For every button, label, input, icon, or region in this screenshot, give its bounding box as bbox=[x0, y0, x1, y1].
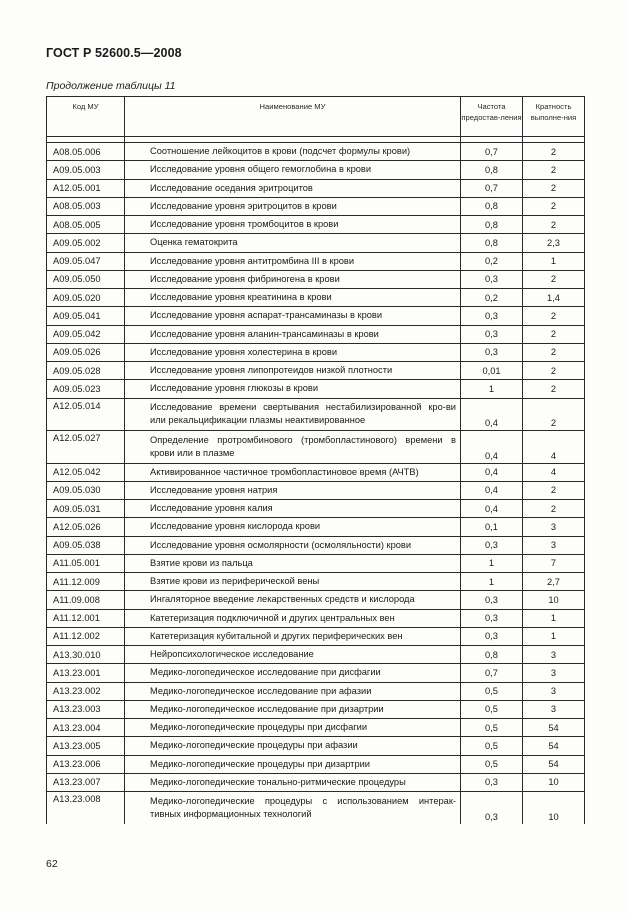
table-row bbox=[47, 773, 585, 791]
table-row bbox=[47, 234, 585, 252]
cell-code: A11.12.002 bbox=[47, 627, 125, 645]
cell-frequency: 0,4 bbox=[461, 431, 523, 464]
cell-multiplicity: 1,4 bbox=[523, 289, 585, 307]
cell-multiplicity: 4 bbox=[523, 463, 585, 481]
cell-name: Оценка гематокрита bbox=[125, 234, 461, 252]
cell-name: Исследование уровня общего гемоглобина в крови bbox=[125, 161, 461, 179]
cell-frequency: 0,4 bbox=[461, 500, 523, 518]
cell-frequency: 0,4 bbox=[461, 481, 523, 499]
table-row bbox=[47, 792, 585, 824]
cell-name: Активированное частичное тромбопластиновое время (АЧТВ) bbox=[125, 463, 461, 481]
cell-name: Нейропсихологическое исследование bbox=[125, 646, 461, 664]
cell-multiplicity: 2 bbox=[523, 216, 585, 234]
cell-multiplicity: 54 bbox=[523, 719, 585, 737]
cell-name: Исследование уровня глюкозы в крови bbox=[125, 380, 461, 398]
cell-frequency: 0,3 bbox=[461, 325, 523, 343]
cell-frequency: 0,3 bbox=[461, 627, 523, 645]
cell-multiplicity: 10 bbox=[523, 773, 585, 791]
table-row bbox=[47, 343, 585, 361]
table-row bbox=[47, 362, 585, 380]
cell-multiplicity: 2 bbox=[523, 197, 585, 215]
cell-name: Исследование уровня кислорода крови bbox=[125, 518, 461, 536]
document-header: ГОСТ Р 52600.5—2008 bbox=[46, 46, 182, 60]
table-row bbox=[47, 664, 585, 682]
cell-name: Исследование уровня натрия bbox=[125, 481, 461, 499]
cell-multiplicity: 2 bbox=[523, 161, 585, 179]
table-row bbox=[47, 289, 585, 307]
header-name: Наименование МУ bbox=[125, 97, 461, 137]
cell-multiplicity: 2,7 bbox=[523, 573, 585, 591]
cell-name: Медико-логопедическое исследование при афазии bbox=[125, 682, 461, 700]
cell-name: Медико-логопедические процедуры при афазии bbox=[125, 737, 461, 755]
cell-frequency: 0,8 bbox=[461, 646, 523, 664]
cell-multiplicity: 3 bbox=[523, 700, 585, 718]
cell-code: A13.23.008 bbox=[47, 792, 125, 824]
cell-name: Исследование уровня калия bbox=[125, 500, 461, 518]
cell-frequency: 0,2 bbox=[461, 289, 523, 307]
cell-code: A11.12.009 bbox=[47, 573, 125, 591]
cell-name: Исследование уровня креатинина в крови bbox=[125, 289, 461, 307]
cell-frequency: 0,3 bbox=[461, 591, 523, 609]
cell-multiplicity: 3 bbox=[523, 682, 585, 700]
cell-frequency: 0,3 bbox=[461, 773, 523, 791]
cell-multiplicity: 2 bbox=[523, 380, 585, 398]
cell-multiplicity: 2 bbox=[523, 362, 585, 380]
cell-multiplicity: 4 bbox=[523, 431, 585, 464]
cell-multiplicity: 1 bbox=[523, 252, 585, 270]
table-row bbox=[47, 216, 585, 234]
cell-multiplicity: 2 bbox=[523, 325, 585, 343]
cell-frequency: 0,8 bbox=[461, 197, 523, 215]
cell-multiplicity: 10 bbox=[523, 591, 585, 609]
header-multiplicity: Кратность выполне-ния bbox=[523, 97, 585, 137]
cell-code: A09.05.031 bbox=[47, 500, 125, 518]
cell-multiplicity: 3 bbox=[523, 518, 585, 536]
header-frequency: Частота предостав-ления bbox=[461, 97, 523, 137]
cell-name: Исследование времени свертывания нестабилизированной кро-ви или рекальцификации плазмы неактивированное bbox=[125, 398, 461, 431]
cell-frequency: 0,5 bbox=[461, 719, 523, 737]
cell-frequency: 0,4 bbox=[461, 398, 523, 431]
cell-multiplicity: 2,3 bbox=[523, 234, 585, 252]
cell-multiplicity: 2 bbox=[523, 307, 585, 325]
cell-frequency: 1 bbox=[461, 554, 523, 572]
table-row bbox=[47, 700, 585, 718]
cell-code: A09.05.041 bbox=[47, 307, 125, 325]
header-code: Код МУ bbox=[47, 97, 125, 137]
table-row bbox=[47, 325, 585, 343]
cell-frequency: 0,3 bbox=[461, 270, 523, 288]
cell-code: A12.05.001 bbox=[47, 179, 125, 197]
cell-multiplicity: 54 bbox=[523, 737, 585, 755]
cell-code: A08.05.005 bbox=[47, 216, 125, 234]
cell-code: A09.05.020 bbox=[47, 289, 125, 307]
cell-frequency: 0,3 bbox=[461, 343, 523, 361]
cell-code: A11.05.001 bbox=[47, 554, 125, 572]
cell-frequency: 0,8 bbox=[461, 216, 523, 234]
table-row bbox=[47, 609, 585, 627]
cell-code: A12.05.027 bbox=[47, 431, 125, 464]
table-row bbox=[47, 573, 585, 591]
cell-name: Исследование уровня эритроцитов в крови bbox=[125, 197, 461, 215]
cell-name: Медико-логопедическое исследование при дизартрии bbox=[125, 700, 461, 718]
cell-multiplicity: 3 bbox=[523, 646, 585, 664]
cell-multiplicity: 2 bbox=[523, 500, 585, 518]
cell-code: A12.05.014 bbox=[47, 398, 125, 431]
cell-code: A09.05.023 bbox=[47, 380, 125, 398]
cell-name: Медико-логопедические процедуры при дисфагии bbox=[125, 719, 461, 737]
cell-name: Взятие крови из периферической вены bbox=[125, 573, 461, 591]
page-number: 62 bbox=[46, 858, 58, 870]
cell-name: Медико-логопедические процедуры с использованием интерак-тивных информационных технологий bbox=[125, 792, 461, 824]
table-body bbox=[47, 137, 585, 824]
cell-name: Катетеризация кубитальной и других периферических вен bbox=[125, 627, 461, 645]
cell-code: A09.05.002 bbox=[47, 234, 125, 252]
cell-name: Исследование уровня тромбоцитов в крови bbox=[125, 216, 461, 234]
cell-code: A12.05.026 bbox=[47, 518, 125, 536]
cell-name: Исследование оседания эритроцитов bbox=[125, 179, 461, 197]
cell-name: Определение протромбинового (тромбопластинового) времени в крови или в плазме bbox=[125, 431, 461, 464]
cell-frequency: 0,8 bbox=[461, 161, 523, 179]
cell-frequency: 0,5 bbox=[461, 755, 523, 773]
cell-frequency: 0,5 bbox=[461, 700, 523, 718]
table-row bbox=[47, 143, 585, 161]
cell-name: Исследование уровня холестерина в крови bbox=[125, 343, 461, 361]
table-row bbox=[47, 463, 585, 481]
table-caption: Продолжение таблицы 11 bbox=[46, 80, 176, 92]
cell-name: Исследование уровня аспарат-трансаминазы в крови bbox=[125, 307, 461, 325]
table-row bbox=[47, 682, 585, 700]
cell-frequency: 0,5 bbox=[461, 682, 523, 700]
table-row bbox=[47, 252, 585, 270]
cell-code: A12.05.042 bbox=[47, 463, 125, 481]
cell-name: Исследование уровня фибриногена в крови bbox=[125, 270, 461, 288]
cell-code: A11.09.008 bbox=[47, 591, 125, 609]
cell-name: Исследование уровня осмолярности (осмоляльности) крови bbox=[125, 536, 461, 554]
cell-multiplicity: 3 bbox=[523, 664, 585, 682]
table-row bbox=[47, 536, 585, 554]
cell-multiplicity: 2 bbox=[523, 270, 585, 288]
cell-multiplicity: 54 bbox=[523, 755, 585, 773]
cell-code: A11.12.001 bbox=[47, 609, 125, 627]
cell-code: A13.23.002 bbox=[47, 682, 125, 700]
cell-frequency: 0,7 bbox=[461, 143, 523, 161]
table-row bbox=[47, 481, 585, 499]
cell-code: A09.05.042 bbox=[47, 325, 125, 343]
cell-code: A13.30.010 bbox=[47, 646, 125, 664]
cell-code: A13.23.003 bbox=[47, 700, 125, 718]
cell-code: A13.23.007 bbox=[47, 773, 125, 791]
table-row bbox=[47, 719, 585, 737]
table-row bbox=[47, 591, 585, 609]
cell-frequency: 0,5 bbox=[461, 737, 523, 755]
cell-multiplicity: 10 bbox=[523, 792, 585, 824]
cell-multiplicity: 1 bbox=[523, 627, 585, 645]
services-table bbox=[46, 96, 585, 824]
table-row bbox=[47, 646, 585, 664]
cell-code: A13.23.004 bbox=[47, 719, 125, 737]
cell-frequency: 1 bbox=[461, 380, 523, 398]
cell-multiplicity: 2 bbox=[523, 143, 585, 161]
cell-name: Исследование уровня антитромбина III в крови bbox=[125, 252, 461, 270]
cell-frequency: 0,4 bbox=[461, 463, 523, 481]
cell-code: A09.05.028 bbox=[47, 362, 125, 380]
cell-name: Медико-логопедические тонально-ритмические процедуры bbox=[125, 773, 461, 791]
cell-code: A09.05.026 bbox=[47, 343, 125, 361]
table-row bbox=[47, 380, 585, 398]
table-row bbox=[47, 627, 585, 645]
cell-frequency: 0,2 bbox=[461, 252, 523, 270]
cell-name: Медико-логопедическое исследование при дисфагии bbox=[125, 664, 461, 682]
table-row bbox=[47, 500, 585, 518]
cell-code: A08.05.006 bbox=[47, 143, 125, 161]
cell-multiplicity: 3 bbox=[523, 536, 585, 554]
cell-name: Исследование уровня аланин-трансаминазы в крови bbox=[125, 325, 461, 343]
cell-frequency: 0,8 bbox=[461, 234, 523, 252]
cell-name: Взятие крови из пальца bbox=[125, 554, 461, 572]
cell-frequency: 0,01 bbox=[461, 362, 523, 380]
cell-name: Катетеризация подключичной и других центральных вен bbox=[125, 609, 461, 627]
cell-code: A09.05.038 bbox=[47, 536, 125, 554]
cell-code: A08.05.003 bbox=[47, 197, 125, 215]
table-row bbox=[47, 431, 585, 464]
cell-name: Соотношение лейкоцитов в крови (подсчет формулы крови) bbox=[125, 143, 461, 161]
cell-frequency: 0,7 bbox=[461, 664, 523, 682]
cell-multiplicity: 2 bbox=[523, 179, 585, 197]
table-row bbox=[47, 554, 585, 572]
cell-multiplicity: 7 bbox=[523, 554, 585, 572]
cell-multiplicity: 1 bbox=[523, 609, 585, 627]
cell-code: A09.05.047 bbox=[47, 252, 125, 270]
table-row bbox=[47, 270, 585, 288]
cell-frequency: 0,7 bbox=[461, 179, 523, 197]
table-row bbox=[47, 179, 585, 197]
table-row bbox=[47, 518, 585, 536]
cell-frequency: 0,3 bbox=[461, 307, 523, 325]
cell-frequency: 1 bbox=[461, 573, 523, 591]
cell-code: A09.05.003 bbox=[47, 161, 125, 179]
table-header-row bbox=[47, 97, 585, 137]
cell-name: Ингаляторное введение лекарственных средств и кислорода bbox=[125, 591, 461, 609]
cell-code: A13.23.001 bbox=[47, 664, 125, 682]
cell-name: Медико-логопедические процедуры при дизартрии bbox=[125, 755, 461, 773]
table-row bbox=[47, 307, 585, 325]
cell-multiplicity: 2 bbox=[523, 481, 585, 499]
cell-code: A09.05.050 bbox=[47, 270, 125, 288]
cell-code: A13.23.005 bbox=[47, 737, 125, 755]
table-row bbox=[47, 755, 585, 773]
cell-frequency: 0,3 bbox=[461, 792, 523, 824]
cell-code: A13.23.006 bbox=[47, 755, 125, 773]
cell-multiplicity: 2 bbox=[523, 343, 585, 361]
table-row bbox=[47, 737, 585, 755]
table-row bbox=[47, 398, 585, 431]
cell-frequency: 0,3 bbox=[461, 609, 523, 627]
cell-multiplicity: 2 bbox=[523, 398, 585, 431]
cell-frequency: 0,1 bbox=[461, 518, 523, 536]
cell-code: A09.05.030 bbox=[47, 481, 125, 499]
cell-frequency: 0,3 bbox=[461, 536, 523, 554]
cell-name: Исследование уровня липопротеидов низкой плотности bbox=[125, 362, 461, 380]
table-row bbox=[47, 197, 585, 215]
table-row bbox=[47, 161, 585, 179]
